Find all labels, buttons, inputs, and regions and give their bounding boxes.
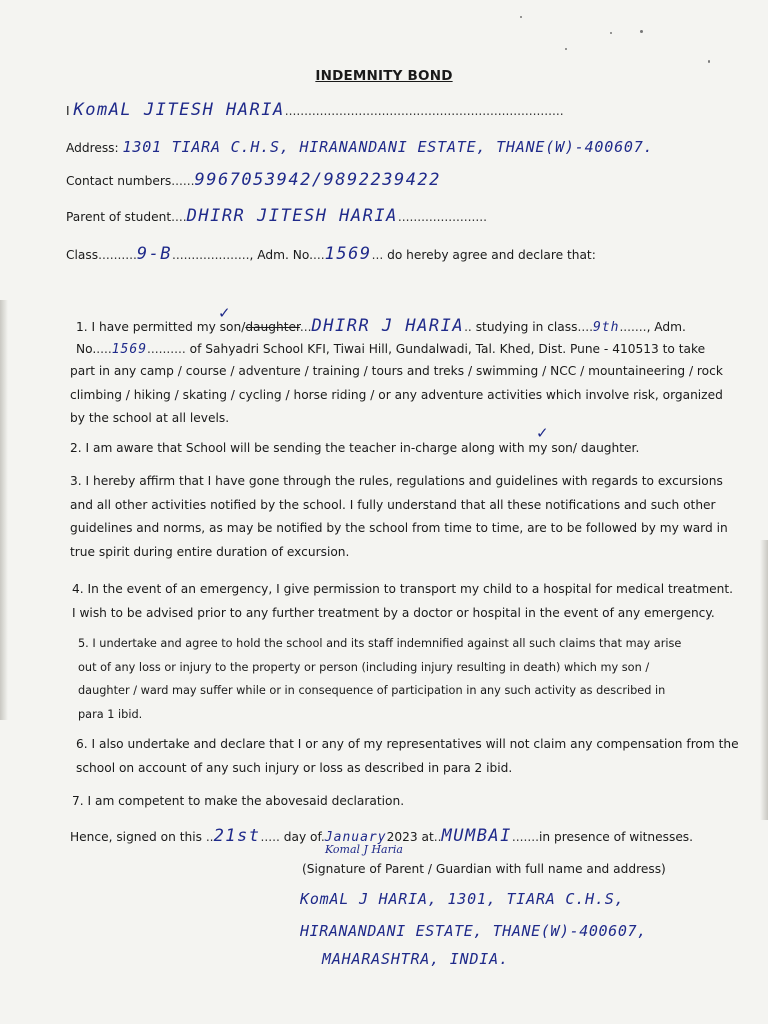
clause-3-text: 3. I hereby affirm that I have gone through the rules, regulations and guidelines with regards to excursions: [70, 474, 723, 488]
clause-1-adm-handwritten: 1569: [111, 342, 148, 357]
place-handwritten: MUMBAI: [441, 826, 512, 846]
address-row: [66, 138, 653, 156]
signing-text: in presence of witnesses.: [539, 830, 694, 844]
clause-4-text: 4. In the event of an emergency, I give permission to transport my child to a hospital for medical treatment.: [72, 582, 733, 596]
parent-of-label: Parent of student: [66, 210, 172, 224]
struck-daughter: daughter: [245, 320, 300, 334]
clause-1-line-2: [76, 342, 705, 357]
clause-6-text: 6. I also undertake and declare that I or any of my representatives will not claim any compensation from the: [76, 737, 739, 751]
clause-5-text: out of any loss or injury to the property or person (including injury resulting in death) which my son /: [78, 660, 650, 674]
fill-line: ....: [96, 342, 112, 356]
fill-line: ....................: [172, 248, 250, 262]
fill-line: .....: [260, 830, 280, 844]
signer-address-handwritten: KomAL J HARIA, 1301, TIARA C.H.S,: [300, 890, 625, 908]
clause-2: 2. I am aware that School will be sending the teacher in-charge along with my son/ daughter.: [70, 441, 640, 455]
class-label: Class: [66, 248, 99, 262]
clause-6-text: school on account of any such injury or loss as described in para 2 ibid.: [76, 760, 513, 775]
scan-speck: [610, 32, 612, 34]
address-label: Address:: [66, 141, 119, 155]
address-handwritten: 1301 TIARA C.H.S, HIRANANDANI ESTATE, THANE(W)-400607.: [122, 138, 654, 156]
month-handwritten: January: [324, 830, 387, 845]
adm-handwritten: 1569: [324, 244, 372, 264]
fill-line: ...: [313, 248, 325, 262]
clause-1-text: 1. I have permitted my son/: [76, 320, 246, 334]
clause-3-text: guidelines and norms, as may be notified by the school from time to time, are to be followed by my ward in: [70, 521, 728, 535]
page-shadow-right: [760, 540, 768, 820]
parent-of-row: [66, 206, 487, 226]
clause-1-text: by the school at all levels.: [70, 411, 230, 425]
parent-prefix: I: [66, 104, 70, 118]
signer-address-line-2: [300, 922, 647, 940]
document-title: INDEMNITY BOND: [315, 68, 453, 84]
fill-line: ...: [371, 248, 384, 262]
clause-5-text: para 1 ibid.: [78, 707, 143, 721]
fill-line: ........................................................................: [284, 104, 564, 118]
signer-address-handwritten: HIRANANDANI ESTATE, THANE(W)-400607,: [300, 922, 647, 940]
clause-1-text: part in any camp / course / adventure / training / tours and treks / swimming / NCC / mountaineering / rock: [70, 364, 723, 378]
fill-line: ..: [205, 830, 214, 844]
clause-6: [76, 733, 739, 780]
fill-line: ..: [433, 830, 442, 844]
clause-1-body: [70, 360, 723, 431]
declare-text: do hereby agree and declare that:: [387, 248, 596, 262]
class-row: [66, 244, 596, 264]
signer-address-line-3: [322, 950, 509, 968]
page-shadow-left: [0, 300, 8, 720]
signer-address-handwritten: MAHARASHTRA, INDIA.: [322, 950, 509, 968]
fill-line: .......: [511, 830, 540, 844]
day-handwritten: 21st: [213, 826, 261, 846]
clause-5-text: daughter / ward may suffer while or in consequence of participation in any such activity as described in: [78, 684, 666, 697]
clause-1-text: studying in class: [475, 320, 578, 334]
clause-1-text: , Adm.: [646, 320, 686, 334]
scan-speck: [520, 16, 522, 18]
parent-name-handwritten: KomAL JITESH HARIA: [73, 100, 285, 120]
clause-7: 7. I am competent to make the abovesaid declaration.: [72, 794, 405, 808]
fill-line: ..........: [98, 248, 137, 262]
scan-speck: [708, 60, 710, 63]
clause-5-text: 5. I undertake and agree to hold the school and its staff indemnified against all such claims that may arise: [78, 637, 682, 650]
contact-label: Contact numbers: [66, 174, 172, 188]
fill-line: .......: [619, 320, 647, 334]
parent-name-row: [66, 100, 564, 120]
clause-1-text: of Sahyadri School KFI, Tiwai Hill, Gundalwadi, Tal. Khed, Dist. Pune - 410513 to take: [189, 342, 706, 356]
contact-handwritten: 9967053942/9892239422: [194, 170, 441, 190]
clause-5: [78, 632, 681, 726]
clause-1-student-handwritten: DHIRR J HARIA: [311, 316, 465, 336]
fill-line: ....: [171, 210, 187, 224]
fill-line: ...: [299, 320, 312, 334]
clause-1-line-1: [76, 316, 686, 336]
fill-line: .: [320, 830, 325, 844]
class-handwritten: 9-B: [136, 244, 173, 264]
fill-line: ....: [577, 320, 593, 334]
fill-line: ......: [171, 174, 195, 188]
check-mark-icon: ✓: [218, 304, 231, 322]
check-mark-icon: ✓: [536, 424, 549, 442]
clause-1-text: climbing / hiking / skating / cycling / horse riding / or any adventure activities which involve risk, organized: [70, 387, 723, 402]
parent-signature: Komal J Haria: [325, 843, 403, 856]
signing-text: Hence, signed on this: [70, 830, 202, 844]
signing-text: day of: [283, 830, 321, 844]
fill-line: ..........: [147, 342, 186, 356]
scan-speck: [640, 30, 643, 33]
signing-text: 2023 at: [386, 830, 434, 844]
contact-row: [66, 170, 441, 190]
clause-4: [72, 578, 733, 625]
clause-1-text: No.: [76, 342, 97, 356]
clause-1-class-handwritten: 9th: [592, 320, 620, 335]
scan-speck: [565, 48, 567, 50]
clause-4-text: I wish to be advised prior to any further treatment by a doctor or hospital in the event of any emergency.: [72, 605, 715, 620]
clause-3-text: and all other activities notified by the school. I fully understand that all these notifications and such other: [70, 497, 716, 512]
fill-line: .......................: [397, 210, 487, 224]
clause-3-text: true spirit during entire duration of excursion.: [70, 544, 350, 559]
signer-address-line-1: [300, 890, 624, 908]
student-name-handwritten: DHIRR JITESH HARIA: [186, 206, 398, 226]
clause-3: [70, 470, 728, 564]
adm-label: , Adm. No.: [249, 248, 313, 262]
signature-caption: (Signature of Parent / Guardian with full name and address): [302, 862, 666, 876]
fill-line: ..: [464, 320, 472, 334]
